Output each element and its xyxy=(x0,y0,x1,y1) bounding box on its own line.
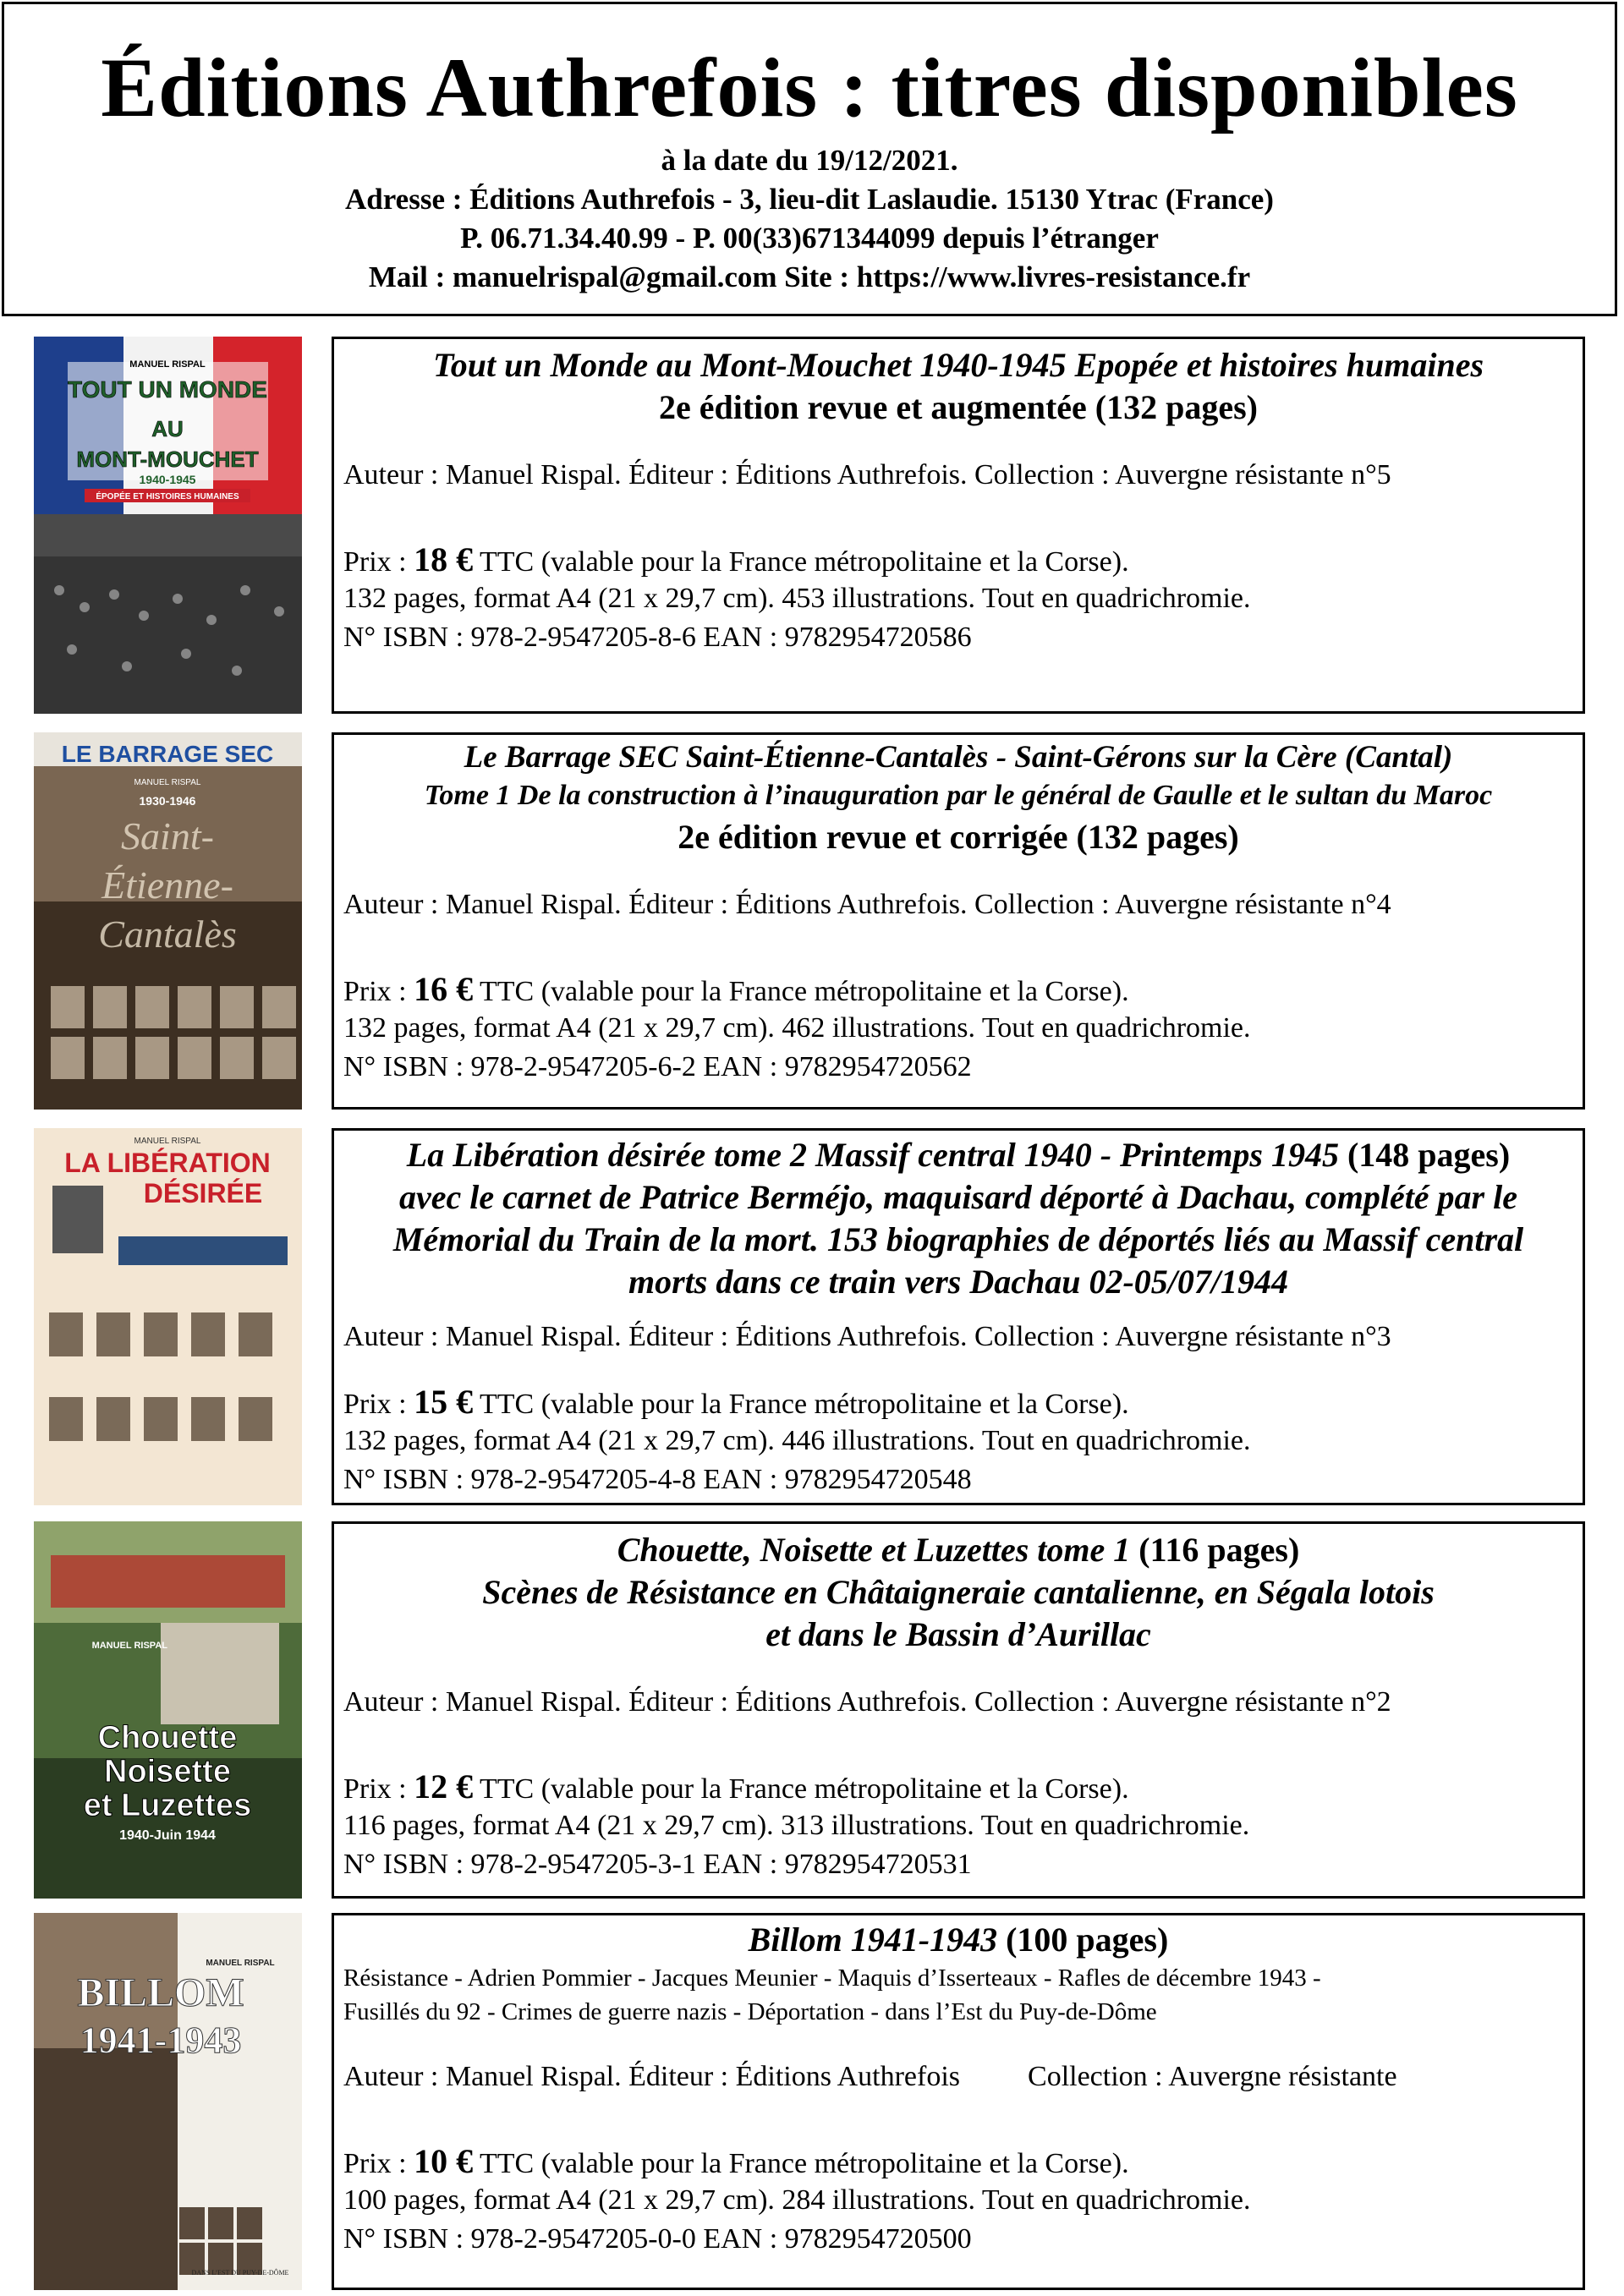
date-line: à la date du 19/12/2021. xyxy=(661,144,958,177)
svg-text:MANUEL RISPAL: MANUEL RISPAL xyxy=(91,1641,167,1651)
book-card-billom xyxy=(332,1913,1585,2290)
svg-text:MANUEL RISPAL: MANUEL RISPAL xyxy=(134,778,201,787)
book-subtitle-3: morts dans ce train vers Dachau 02-05/07/1944 xyxy=(628,1263,1289,1301)
svg-text:DÉSIRÉE: DÉSIRÉE xyxy=(143,1178,263,1208)
book-pages: 132 pages, format A4 (21 x 29,7 cm). 462 illustrations. Tout en quadrichromie. xyxy=(343,1012,1251,1044)
svg-text:et Luzettes: et Luzettes xyxy=(83,1788,252,1823)
book-author: Auteur : Manuel Rispal. Éditeur : Éditions Authrefois. Collection : Auvergne résistante n°5 xyxy=(343,459,1391,490)
book-subtitle: Tome 1 De la construction à l’inauguration par le général de Gaulle et le sultan du Maroc xyxy=(424,780,1493,811)
book-price: Prix : 15 € TTC (valable pour la France métropolitaine et la Corse). xyxy=(343,1383,1129,1421)
book-card-chouette xyxy=(332,1521,1585,1899)
svg-text:TOUT UN MONDE: TOUT UN MONDE xyxy=(68,376,267,403)
book-isbn: N° ISBN : 978-2-9547205-0-0 EAN : 9782954720500 xyxy=(343,2223,972,2255)
book-pages: 116 pages, format A4 (21 x 29,7 cm). 313 illustrations. Tout en quadrichromie. xyxy=(343,1810,1250,1841)
book-cover-billom xyxy=(34,1913,302,2290)
book-title: Billom 1941-1943 (100 pages) xyxy=(748,1921,1169,1959)
svg-text:1930-1946: 1930-1946 xyxy=(139,794,196,808)
book-subtitle-1: avec le carnet de Patrice Berméjo, maquisard déporté à Dachau, complété par le xyxy=(399,1178,1517,1216)
book-isbn: N° ISBN : 978-2-9547205-6-2 EAN : 9782954720562 xyxy=(343,1051,972,1082)
svg-text:Chouette: Chouette xyxy=(97,1720,238,1756)
page-title: Éditions Authrefois : titres disponibles xyxy=(101,41,1518,134)
book-title: La Libération désirée tome 2 Massif central 1940 - Printemps 1945 (148 pages) xyxy=(406,1136,1511,1174)
book-subtitle-2: Mémorial du Train de la mort. 153 biographies de déportés liés au Massif central xyxy=(392,1220,1524,1258)
book-card-liberation-desiree xyxy=(332,1128,1585,1505)
book-card-mont-mouchet xyxy=(332,337,1585,714)
book-title: Tout un Monde au Mont-Mouchet 1940-1945 Epopée et histoires humaines xyxy=(432,346,1484,384)
address-line: Adresse : Éditions Authrefois - 3, lieu-dit Laslaudie. 15130 Ytrac (France) xyxy=(345,183,1274,216)
book-subtitle-1: Scènes de Résistance en Châtaigneraie cantalienne, en Ségala lotois xyxy=(482,1573,1435,1611)
svg-text:MANUEL RISPAL: MANUEL RISPAL xyxy=(206,1959,275,1968)
svg-text:Étienne-: Étienne- xyxy=(102,863,233,907)
contact-info xyxy=(4,141,1615,297)
book-author: Auteur : Manuel Rispal. Éditeur : Éditions Authrefois. Collection : Auvergne résistante n°3 xyxy=(343,1321,1391,1352)
book-keywords-2: Fusillés du 92 - Crimes de guerre nazis - Déportation - dans l’Est du Puy-de-Dôme xyxy=(343,1998,1157,2025)
phone-line: P. 06.71.34.40.99 - P. 00(33)671344099 depuis l’étranger xyxy=(460,222,1159,255)
svg-text:1940-Juin 1944: 1940-Juin 1944 xyxy=(119,1828,216,1843)
svg-text:1940-1945: 1940-1945 xyxy=(139,473,196,486)
book-subtitle-2: et dans le Bassin d’Aurillac xyxy=(765,1615,1151,1653)
svg-text:Cantalès: Cantalès xyxy=(98,912,237,956)
svg-text:MANUEL RISPAL: MANUEL RISPAL xyxy=(134,1137,201,1146)
book-price: Prix : 16 € TTC (valable pour la France métropolitaine et la Corse). xyxy=(343,970,1129,1008)
book-title: Chouette, Noisette et Luzettes tome 1 (116 pages) xyxy=(617,1531,1300,1569)
book-price: Prix : 10 € TTC (valable pour la France métropolitaine et la Corse). xyxy=(343,2142,1129,2180)
svg-text:AU: AU xyxy=(151,416,184,441)
svg-text:LE BARRAGE SEC: LE BARRAGE SEC xyxy=(61,741,274,767)
svg-text:Noisette: Noisette xyxy=(104,1754,231,1789)
svg-text:MONT-MOUCHET: MONT-MOUCHET xyxy=(76,447,259,472)
book-pages: 100 pages, format A4 (21 x 29,7 cm). 284 illustrations. Tout en quadrichromie. xyxy=(343,2184,1251,2216)
book-title: Le Barrage SEC Saint-Étienne-Cantalès - Saint-Gérons sur la Cère (Cantal) xyxy=(464,740,1453,775)
svg-text:BILLOM: BILLOM xyxy=(77,1970,244,2015)
book-cover-liberation-desiree xyxy=(34,1128,302,1505)
book-isbn: N° ISBN : 978-2-9547205-8-6 EAN : 9782954720586 xyxy=(343,622,972,653)
book-edition: 2e édition revue et corrigée (132 pages) xyxy=(678,818,1239,856)
page-header xyxy=(2,2,1617,316)
book-edition: 2e édition revue et augmentée (132 pages) xyxy=(658,388,1258,426)
svg-text:ÉPOPÉE ET HISTOIRES HUMAINES: ÉPOPÉE ET HISTOIRES HUMAINES xyxy=(96,492,239,501)
book-author: Auteur : Manuel Rispal. Éditeur : Éditions Authrefois. Collection : Auvergne résistante n°2 xyxy=(343,1686,1391,1718)
book-cover-mont-mouchet xyxy=(34,337,302,714)
svg-text:Saint-: Saint- xyxy=(121,814,214,858)
book-cover-barrage-sec xyxy=(34,732,302,1110)
book-card-barrage-sec xyxy=(332,732,1585,1110)
book-pages: 132 pages, format A4 (21 x 29,7 cm). 453 illustrations. Tout en quadrichromie. xyxy=(343,583,1251,614)
book-price: Prix : 18 € TTC (valable pour la France métropolitaine et la Corse). xyxy=(343,540,1129,578)
book-author: Auteur : Manuel Rispal. Éditeur : Éditions Authrefois Collection : Auvergne résistante xyxy=(343,2061,1397,2092)
book-isbn: N° ISBN : 978-2-9547205-3-1 EAN : 9782954720531 xyxy=(343,1849,972,1880)
svg-text:MANUEL RISPAL: MANUEL RISPAL xyxy=(129,359,206,370)
svg-text:LA LIBÉRATION: LA LIBÉRATION xyxy=(64,1148,271,1178)
mail-site-line: Mail : manuelrispal@gmail.com Site : https://www.livres-resistance.fr xyxy=(368,260,1251,293)
svg-text:DANS L’EST DU PUY-DE-DÔME: DANS L’EST DU PUY-DE-DÔME xyxy=(191,2269,289,2277)
book-pages: 132 pages, format A4 (21 x 29,7 cm). 446 illustrations. Tout en quadrichromie. xyxy=(343,1425,1251,1456)
svg-text:1941-1943: 1941-1943 xyxy=(80,2019,242,2061)
book-keywords-1: Résistance - Adrien Pommier - Jacques Meunier - Maquis d’Isserteaux - Rafles de décembre 1943 - xyxy=(343,1964,1321,1992)
book-isbn: N° ISBN : 978-2-9547205-4-8 EAN : 9782954720548 xyxy=(343,1464,972,1495)
book-author: Auteur : Manuel Rispal. Éditeur : Éditions Authrefois. Collection : Auvergne résistante n°4 xyxy=(343,889,1391,920)
book-cover-chouette xyxy=(34,1521,302,1899)
book-price: Prix : 12 € TTC (valable pour la France métropolitaine et la Corse). xyxy=(343,1767,1129,1806)
